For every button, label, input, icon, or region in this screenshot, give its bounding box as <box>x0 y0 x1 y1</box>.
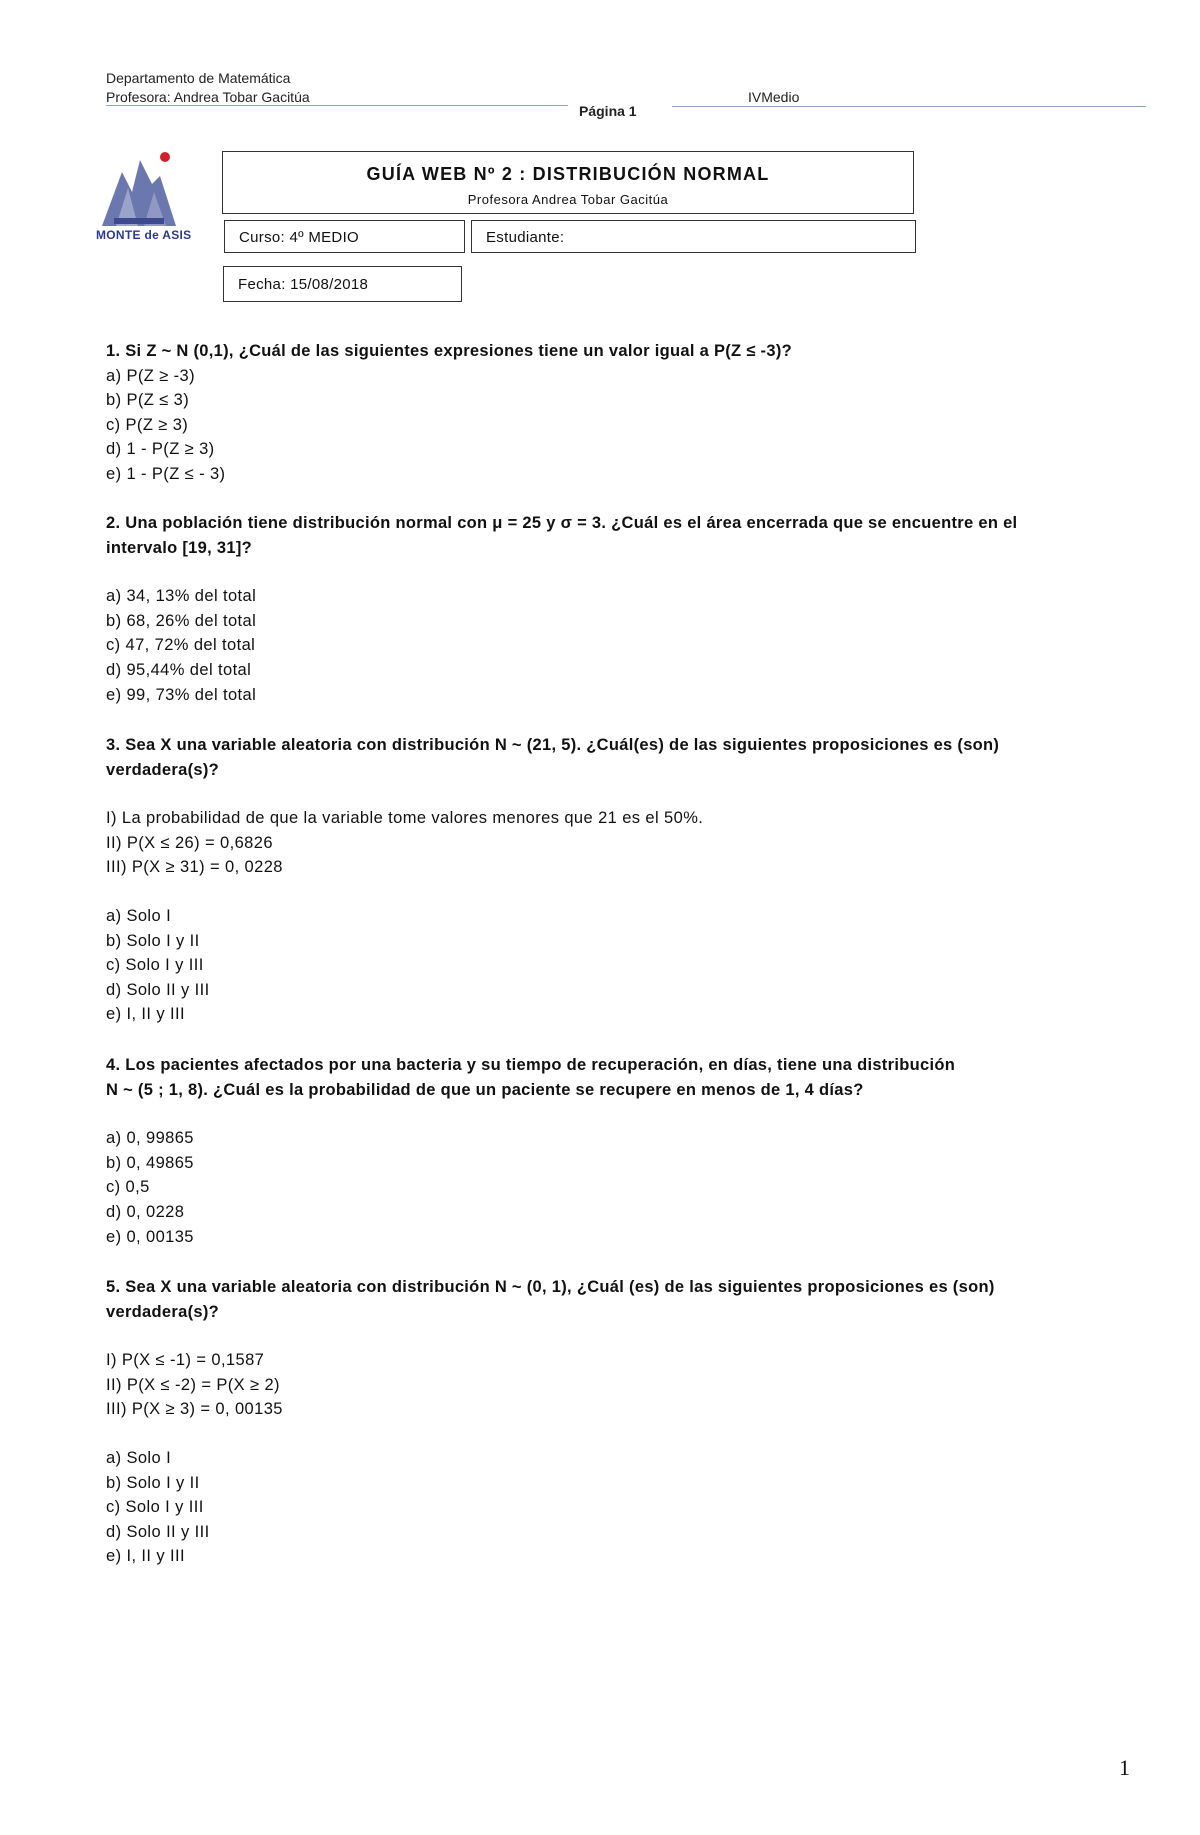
question-5 <box>106 1275 1106 1569</box>
statement: III) P(X ≥ 31) = 0, 0228 <box>106 858 283 877</box>
answer-option: e) I, II y III <box>106 1547 185 1566</box>
question-4 <box>106 1053 1106 1249</box>
student-box[interactable] <box>471 220 916 253</box>
logo-caption: MONTE de ASIS <box>96 228 192 242</box>
question-stem: intervalo [19, 31]? <box>106 538 252 557</box>
answer-option: c) Solo I y III <box>106 1498 204 1517</box>
answer-option: c) Solo I y III <box>106 956 204 975</box>
page-label: Página 1 <box>579 103 637 119</box>
question-stem: verdadera(s)? <box>106 1302 220 1321</box>
level-label: IVMedio <box>748 89 800 105</box>
statement: III) P(X ≥ 3) = 0, 00135 <box>106 1400 283 1419</box>
answer-option: d) 1 - P(Z ≥ 3) <box>106 440 215 459</box>
answer-option: e) 99, 73% del total <box>106 685 257 704</box>
statement: I) La probabilidad de que la variable tome valores menores que 21 es el 50%. <box>106 809 704 828</box>
answer-option: b) Solo I y II <box>106 1473 200 1492</box>
header-rule-left <box>106 105 568 106</box>
question-3 <box>106 733 1106 1027</box>
question-stem: 5. Sea X una variable aleatoria con distribución N ~ (0, 1), ¿Cuál (es) de las siguientes proposiciones es (son) <box>106 1278 995 1296</box>
answer-option: c) 0,5 <box>106 1178 150 1197</box>
answer-option: b) P(Z ≤ 3) <box>106 391 190 410</box>
question-2 <box>106 511 1106 707</box>
question-stem: verdadera(s)? <box>106 760 220 779</box>
statement: I) P(X ≤ -1) = 0,1587 <box>106 1351 265 1370</box>
page-title: GUÍA WEB Nº 2 : DISTRIBUCIÓN NORMAL <box>366 164 770 184</box>
answer-option: d) Solo II y III <box>106 980 210 999</box>
question-stem: 3. Sea X una variable aleatoria con distribución N ~ (21, 5). ¿Cuál(es) de las siguientes proposiciones es (son) <box>106 736 1000 754</box>
statement: II) P(X ≤ 26) = 0,6826 <box>106 833 273 852</box>
answer-option: a) 0, 99865 <box>106 1129 194 1148</box>
question-stem: 1. Si Z ~ N (0,1), ¿Cuál de las siguientes expresiones tiene un valor igual a P(Z ≤ -3)? <box>106 342 793 360</box>
question-stem: 4. Los pacientes afectados por una bacteria y su tiempo de recuperación, en días, tiene una distribución <box>106 1056 956 1074</box>
answer-option: a) Solo I <box>106 906 172 925</box>
school-logo <box>94 148 194 248</box>
answer-option: d) 0, 0228 <box>106 1202 185 1221</box>
question-1 <box>106 339 1106 487</box>
answer-option: b) Solo I y II <box>106 931 200 950</box>
answer-option: b) 68, 26% del total <box>106 611 257 630</box>
header-rule-right <box>672 106 1146 107</box>
page-number: 1 <box>1119 1755 1130 1780</box>
answer-option: a) 34, 13% del total <box>106 587 257 606</box>
answer-option: a) P(Z ≥ -3) <box>106 366 196 385</box>
question-stem: N ~ (5 ; 1, 8). ¿Cuál es la probabilidad de que un paciente se recupere en menos de 1, 4 días? <box>106 1080 864 1099</box>
question-stem: 2. Una población tiene distribución normal con μ = 25 y σ = 3. ¿Cuál es el área encerrada que se encuentre en el <box>106 514 1018 532</box>
date-box <box>223 266 462 302</box>
page-subtitle: Profesora Andrea Tobar Gacitúa <box>467 192 669 207</box>
department-label: Departamento de Matemática <box>106 70 291 86</box>
answer-option: a) Solo I <box>106 1448 172 1467</box>
answer-option: e) 0, 00135 <box>106 1227 194 1246</box>
answer-option: c) P(Z ≥ 3) <box>106 415 189 434</box>
student-field: Estudiante: <box>486 229 565 246</box>
answer-option: d) Solo II y III <box>106 1522 210 1541</box>
title-box <box>222 151 914 214</box>
answer-option: c) 47, 72% del total <box>106 636 256 655</box>
answer-option: e) 1 - P(Z ≤ - 3) <box>106 464 226 483</box>
course-box <box>224 220 465 253</box>
answer-option: d) 95,44% del total <box>106 660 252 679</box>
answer-option: b) 0, 49865 <box>106 1153 194 1172</box>
teacher-label: Profesora: Andrea Tobar Gacitúa <box>106 89 310 105</box>
statement: II) P(X ≤ -2) = P(X ≥ 2) <box>106 1375 280 1394</box>
date-field: Fecha: 15/08/2018 <box>238 276 369 293</box>
course-field: Curso: 4º MEDIO <box>239 229 360 246</box>
answer-option: e) I, II y III <box>106 1005 185 1024</box>
